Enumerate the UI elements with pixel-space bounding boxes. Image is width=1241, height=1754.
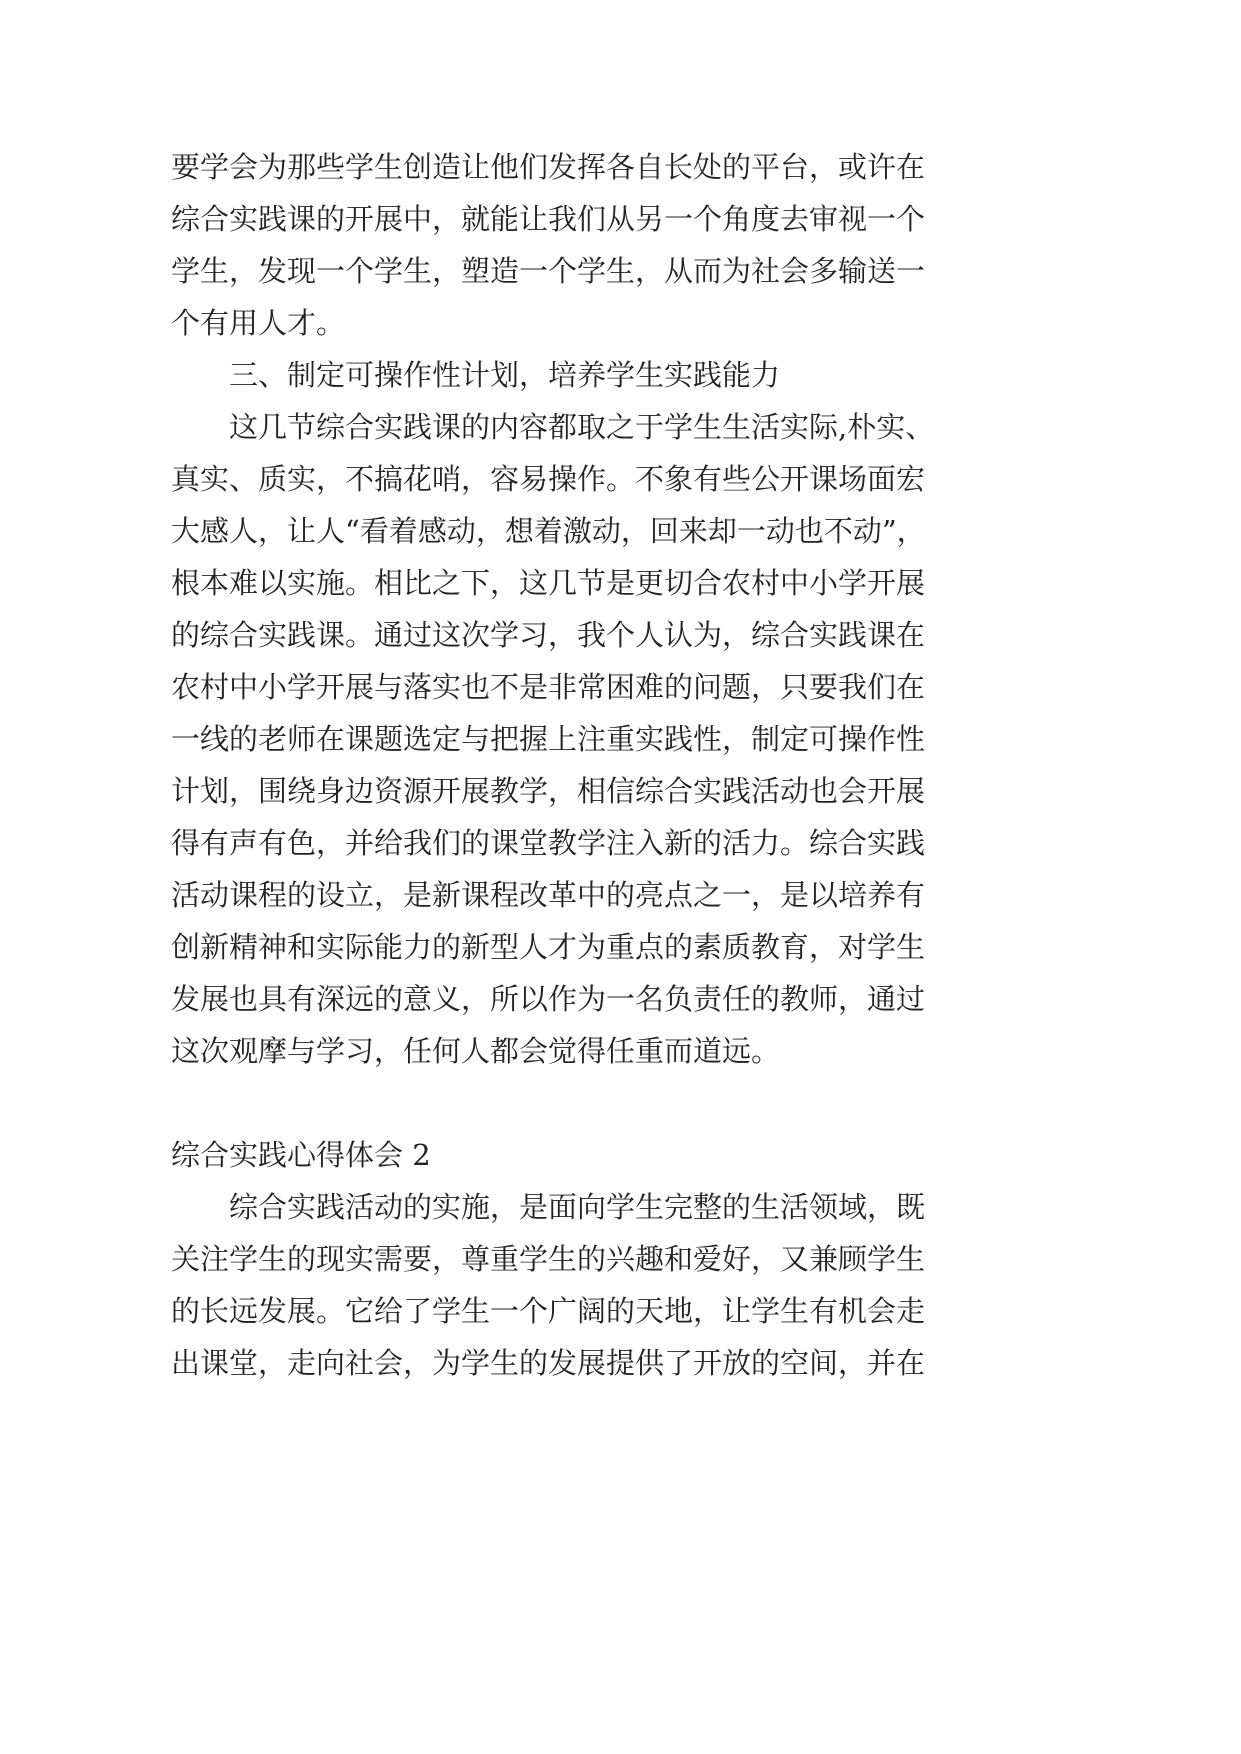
text-line: 的综合实践课。通过这次学习，我个人认为，综合实践课在	[171, 618, 926, 652]
text-line: 关注学生的现实需要，尊重学生的兴趣和爱好，又兼顾学生	[171, 1242, 926, 1276]
text-line: 创新精神和实际能力的新型人才为重点的素质教育，对学生	[171, 930, 926, 964]
text-line: 活动课程的设立，是新课程改革中的亮点之一，是以培养有	[171, 878, 926, 912]
text-line: 这几节综合实践课的内容都取之于学生生活实际,朴实、	[229, 410, 935, 444]
text-line: 个有用人才。	[171, 306, 346, 340]
text-line: 大感人，让人“看着感动，想着激动，回来却一动也不动”，	[171, 514, 926, 548]
text-line: 综合实践活动的实施，是面向学生完整的生活领域，既	[229, 1190, 926, 1224]
text-line: 的长远发展。它给了学生一个广阔的天地，让学生有机会走	[171, 1294, 926, 1328]
text-line: 根本难以实施。相比之下，这几节是更切合农村中小学开展	[171, 566, 926, 600]
text-line: 出课堂，走向社会，为学生的发展提供了开放的空间，并在	[171, 1346, 926, 1380]
text-line: 农村中小学开展与落实也不是非常困难的问题，只要我们在	[171, 670, 926, 704]
text-line: 这次观摩与学习，任何人都会觉得任重而道远。	[171, 1034, 781, 1068]
text-line: 学生，发现一个学生，塑造一个学生，从而为社会多输送一	[171, 254, 926, 288]
text-line: 发展也具有深远的意义，所以作为一名负责任的教师，通过	[171, 982, 926, 1016]
text-line: 得有声有色，并给我们的课堂教学注入新的活力。综合实践	[171, 826, 926, 860]
text-line: 综合实践课的开展中，就能让我们从另一个角度去审视一个	[171, 202, 926, 236]
article-title: 综合实践心得体会 2	[171, 1138, 431, 1172]
text-line: 计划，围绕身边资源开展教学，相信综合实践活动也会开展	[171, 774, 926, 808]
text-line: 一线的老师在课题选定与把握上注重实践性，制定可操作性	[171, 722, 926, 756]
text-line: 真实、质实，不搞花哨，容易操作。不象有些公开课场面宏	[171, 462, 926, 496]
text-line: 要学会为那些学生创造让他们发挥各自长处的平台，或许在	[171, 150, 926, 184]
section-heading: 三、制定可操作性计划，培养学生实践能力	[229, 358, 781, 392]
